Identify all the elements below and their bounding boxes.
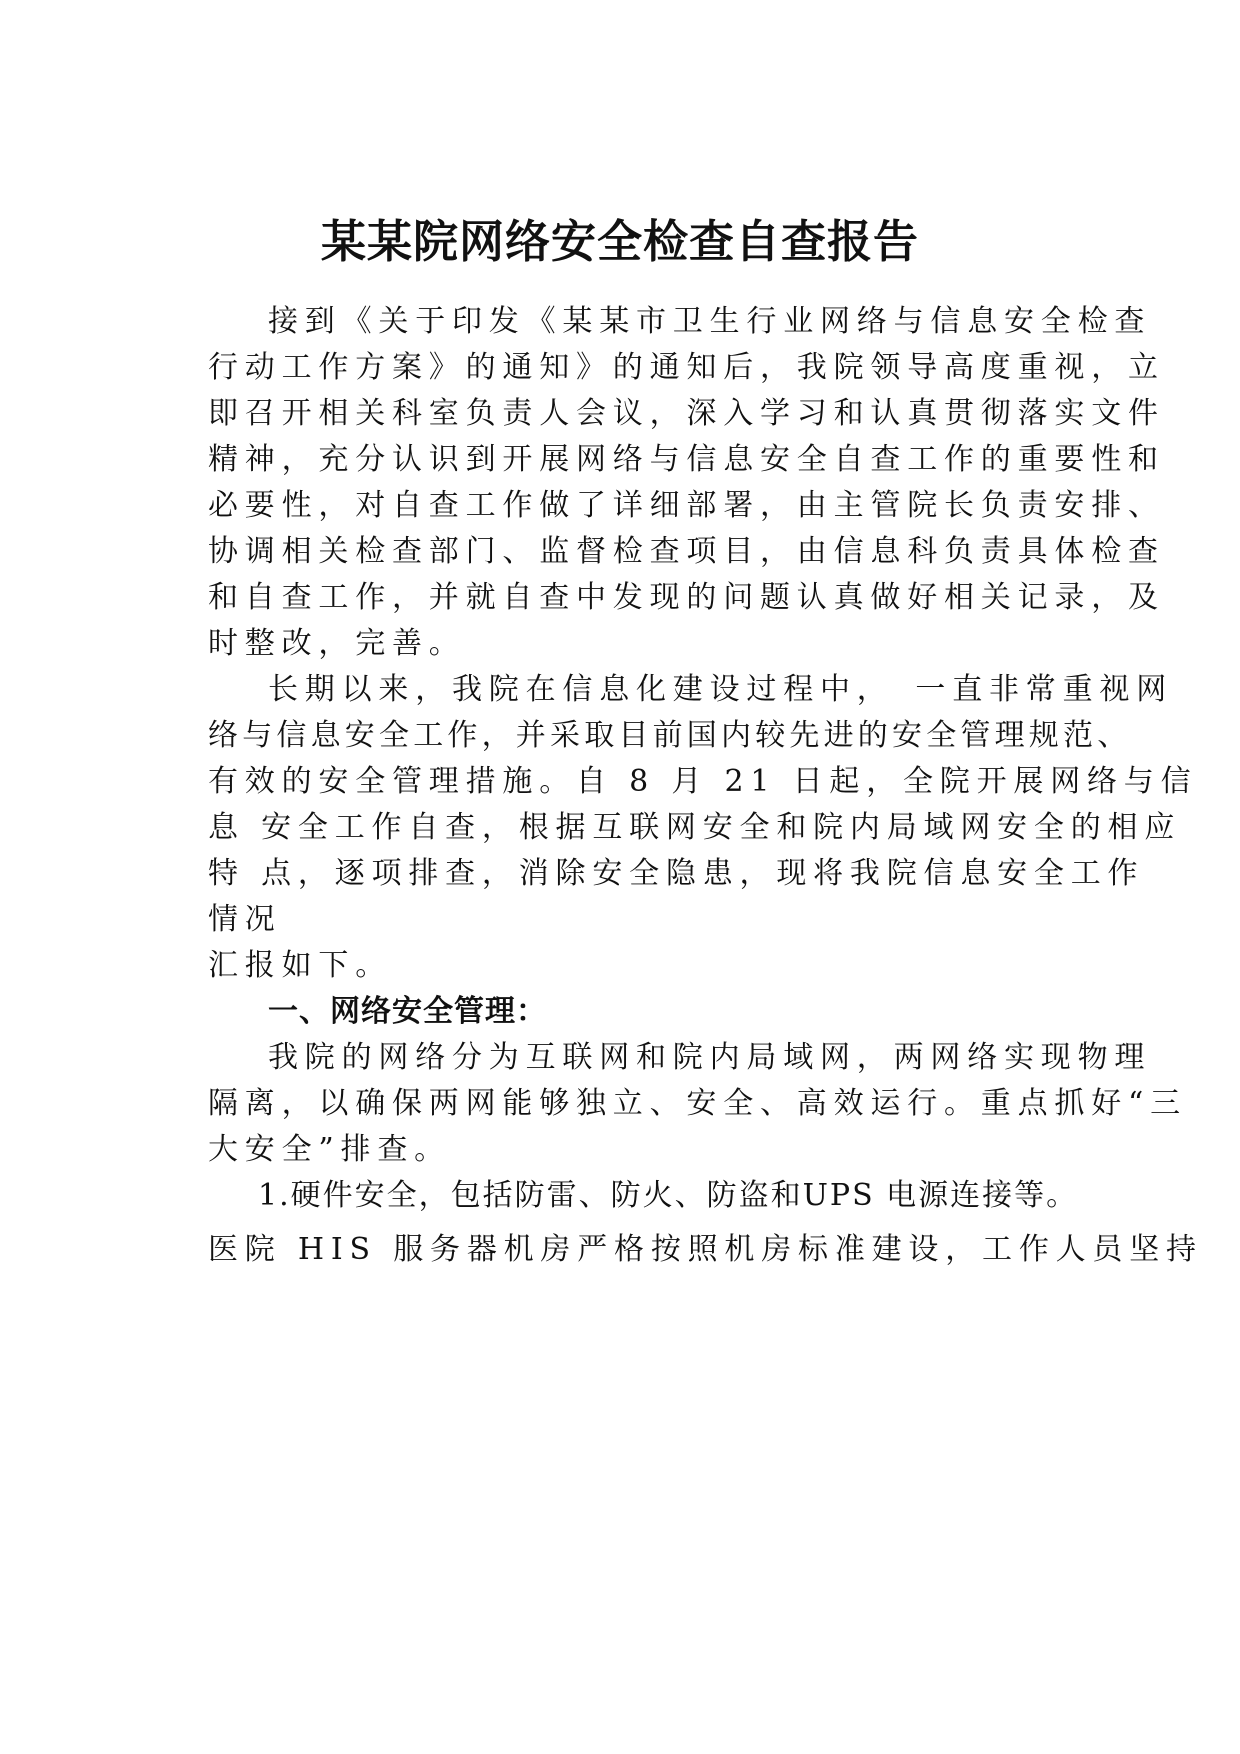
paragraph-line: 接到《关于印发《某某市卫生行业网络与信息安全检查 — [268, 304, 1152, 339]
paragraph-line: 络与信息安全工作，并采取目前国内较先进的安全管理规范、 — [208, 718, 1132, 753]
paragraph-line: 息 安全工作自查，根据互联网安全和院内局域网安全的相应 — [208, 810, 1182, 845]
paragraph-line: 医院 HIS 服务器机房严格按照机房标准建设，工作人员坚持 — [208, 1232, 1203, 1267]
paragraph-line: 和自查工作，并就自查中发现的问题认真做好相关记录，及 — [208, 580, 1165, 615]
document-title: 某某院网络安全检查自查报告 — [320, 215, 919, 268]
paragraph-line: 精神，充分认识到开展网络与信息安全自查工作的重要性和 — [208, 442, 1165, 477]
section-heading: 一、网络安全管理： — [268, 994, 547, 1029]
paragraph-line: 长期以来，我院在信息化建设过程中， 一直非常重视网 — [268, 672, 1173, 707]
paragraph-line: 我院的网络分为互联网和院内局域网，两网络实现物理 — [268, 1040, 1152, 1075]
paragraph-line: 必要性，对自查工作做了详细部署，由主管院长负责安排、 — [208, 488, 1165, 523]
paragraph-line: 1.硬件安全，包括防雷、防火、防盗和UPS 电源连接等。 — [258, 1178, 1079, 1213]
paragraph-line: 行动工作方案》的通知》的通知后，我院领导高度重视，立 — [208, 350, 1165, 385]
paragraph-line: 隔离，以确保两网能够独立、安全、高效运行。重点抓好“三 — [208, 1086, 1187, 1121]
paragraph-line: 情况 — [208, 902, 282, 937]
paragraph-line: 协调相关检查部门、监督检查项目，由信息科负责具体检查 — [208, 534, 1165, 569]
paragraph-line: 特 点，逐项排查，消除安全隐患，现将我院信息安全工作 — [208, 856, 1145, 891]
paragraph-line: 即召开相关科室负责人会议，深入学习和认真贯彻落实文件 — [208, 396, 1165, 431]
paragraph-line: 时整改，完善。 — [208, 626, 466, 661]
paragraph-line: 大安全”排查。 — [208, 1132, 451, 1167]
paragraph-line: 汇报如下。 — [208, 948, 392, 983]
paragraph-line: 有效的安全管理措施。自 8 月 21 日起，全院开展网络与信 — [208, 764, 1198, 799]
